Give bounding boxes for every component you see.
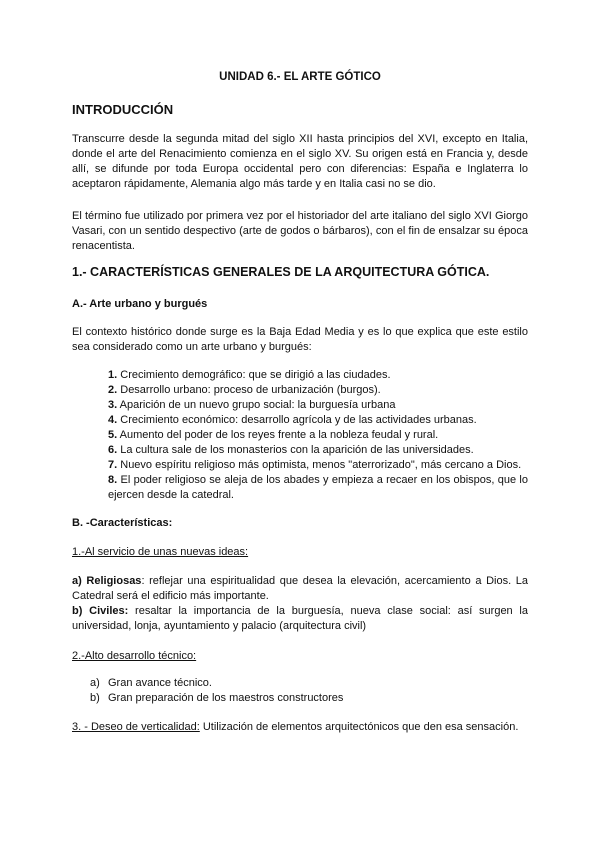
subsection-a-heading: A.- Arte urbano y burgués bbox=[72, 298, 208, 310]
point1-heading: 1.-Al servicio de unas nuevas ideas: bbox=[72, 546, 249, 558]
list-item bbox=[90, 691, 528, 706]
section1-heading: 1.- CARACTERÍSTICAS GENERALES DE LA ARQUITECTURA GÓTICA. bbox=[72, 265, 490, 279]
list-item-marker: a) bbox=[90, 677, 100, 689]
list-item bbox=[108, 368, 528, 383]
religiosas-text: : reflejar una espiritualidad que desea la elevación, acercamiento a Dios. La Catedral será el edificio más importante. bbox=[72, 575, 529, 602]
list-item-number: 8. bbox=[108, 474, 118, 486]
list-item-number: 6. bbox=[108, 444, 118, 456]
subsection-a-paragraph: El contexto histórico donde surge es la Baja Edad Media y es lo que explica que este estilo sea considerado como un arte urbano y burgués: bbox=[72, 326, 528, 353]
point3-heading: 3. - Deseo de verticalidad: bbox=[72, 721, 200, 733]
list-item-text: Gran preparación de los maestros constructores bbox=[108, 692, 344, 704]
list-item-text: Desarrollo urbano: proceso de urbanización (burgos). bbox=[117, 384, 381, 396]
list-item bbox=[108, 413, 528, 428]
point3-paragraph bbox=[72, 720, 528, 735]
list-item-marker: b) bbox=[90, 692, 100, 704]
list-item-text: Aumento del poder de los reyes frente a la nobleza feudal y rural. bbox=[117, 429, 439, 441]
causes-list bbox=[108, 368, 528, 503]
list-item bbox=[108, 398, 528, 413]
list-item-number: 2. bbox=[108, 384, 118, 396]
point1-religiosas bbox=[72, 574, 528, 604]
list-item-number: 1. bbox=[108, 369, 118, 381]
list-item-text: La cultura sale de los monasterios con la aparición de las universidades. bbox=[117, 444, 474, 456]
technical-list bbox=[90, 676, 528, 706]
intro-paragraph-2: El término fue utilizado por primera vez por el historiador del arte italiano del siglo XVI Giorgo Vasari, con un sentido despectivo (arte de godos o bárbaros), con el fin de ensalzar su época renacentista. bbox=[72, 210, 528, 252]
list-item-number: 4. bbox=[108, 414, 118, 426]
list-item-number: 5. bbox=[108, 429, 118, 441]
list-item bbox=[108, 458, 528, 473]
civiles-label: b) Civiles: bbox=[72, 605, 129, 617]
civiles-text: resaltar la importancia de la burguesía, nueva clase social: así surgen la universidad, lonja, ayuntamiento y palacio (arquitectura civil) bbox=[72, 605, 528, 632]
point1-civiles bbox=[72, 604, 528, 634]
point3-text: Utilización de elementos arquitectónicos que den esa sensación. bbox=[199, 721, 519, 733]
list-item-text: Nuevo espíritu religioso más optimista, menos "aterrorizado", más cercano a Dios. bbox=[117, 459, 522, 471]
point2-heading: 2.-Alto desarrollo técnico: bbox=[72, 650, 197, 662]
list-item-number: 3. bbox=[108, 399, 118, 411]
subsection-b-heading: B. -Características: bbox=[72, 517, 173, 529]
list-item bbox=[108, 473, 528, 503]
list-item bbox=[108, 383, 528, 398]
list-item bbox=[108, 443, 528, 458]
document-title: UNIDAD 6.- EL ARTE GÓTICO bbox=[219, 71, 381, 83]
intro-heading: INTRODUCCIÓN bbox=[72, 102, 174, 117]
list-item-text: Aparición de un nuevo grupo social: la burguesía urbana bbox=[117, 399, 396, 411]
list-item-text: Gran avance técnico. bbox=[108, 677, 212, 689]
religiosas-label: a) Religiosas bbox=[72, 575, 142, 587]
list-item-text: Crecimiento económico: desarrollo agrícola y de las actividades urbanas. bbox=[117, 414, 477, 426]
list-item-text: El poder religioso se aleja de los abades y empieza a recaer en los obispos, que lo ejercen desde la catedral. bbox=[108, 474, 528, 501]
intro-paragraph-1: Transcurre desde la segunda mitad del siglo XII hasta principios del XVI, excepto en Italia, donde el arte del Renacimiento comienza en el siglo XV. Su origen está en Francia y, desde allí, se difunde por toda Europa occidental pero con diferencias: España e Inglaterra lo aceptaron rápidamente, Alemania algo más tarde y en Italia casi no se dio. bbox=[72, 133, 528, 190]
list-item-text: Crecimiento demográfico: que se dirigió a las ciudades. bbox=[117, 369, 391, 381]
list-item bbox=[90, 676, 528, 691]
list-item-number: 7. bbox=[108, 459, 118, 471]
list-item bbox=[108, 428, 528, 443]
